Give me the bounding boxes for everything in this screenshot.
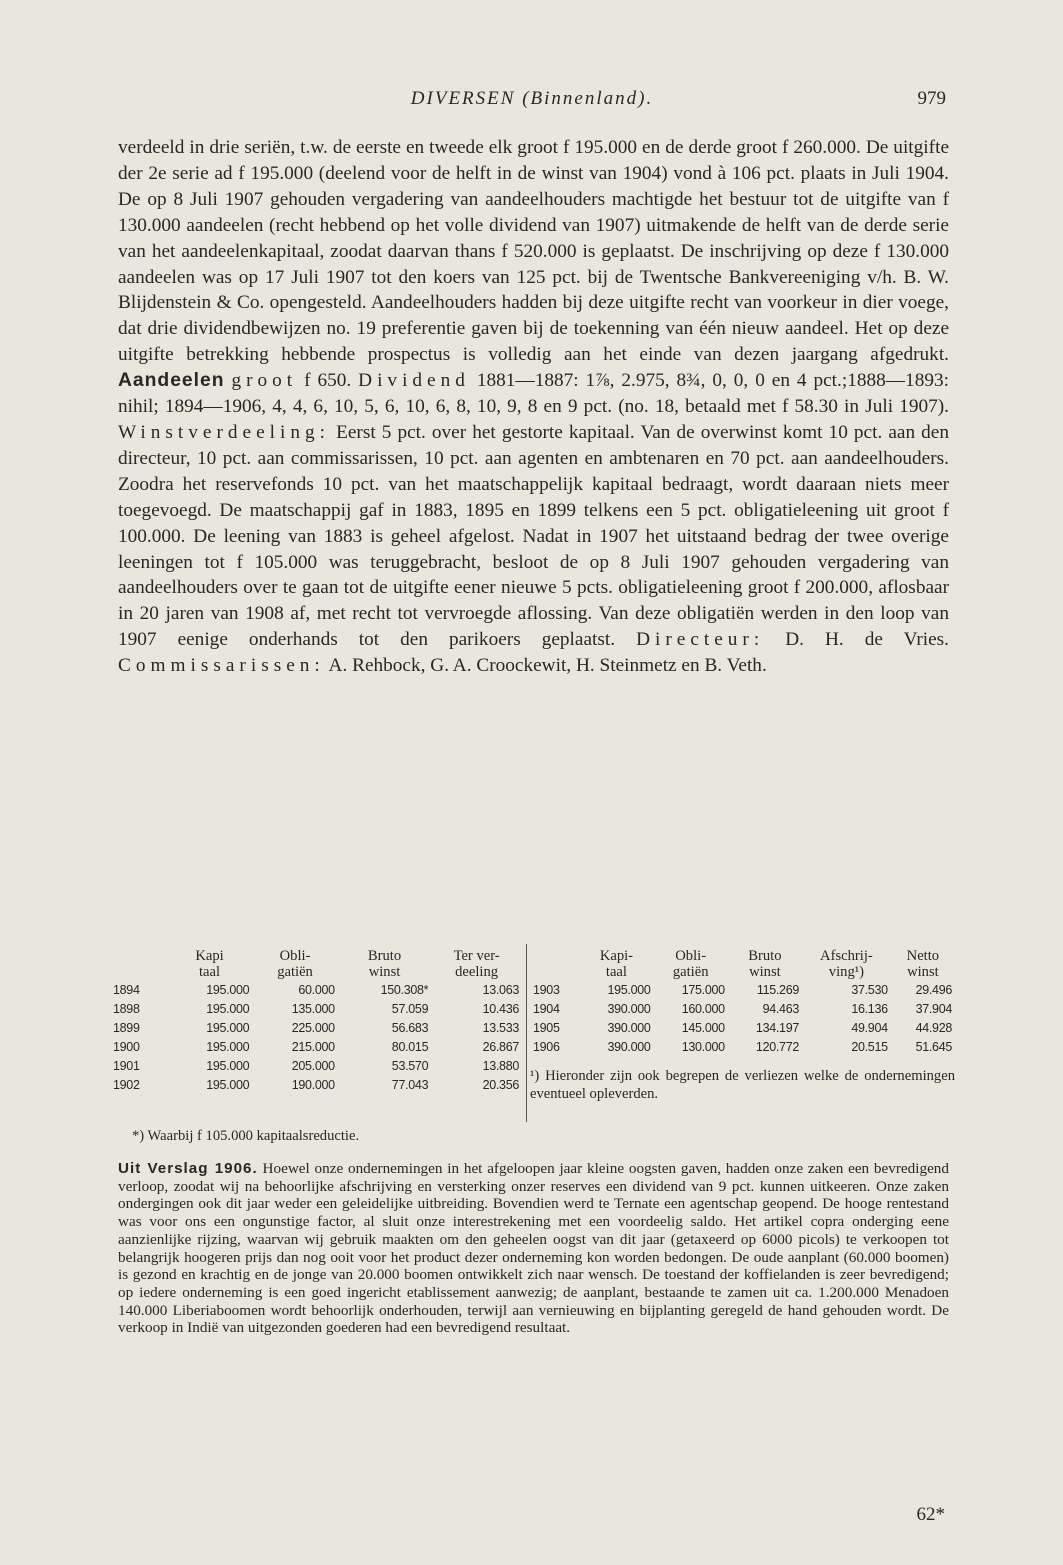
table-right-value-cell: 115.269 bbox=[756, 982, 800, 997]
running-title: DIVERSEN (Binnenland). bbox=[410, 88, 654, 109]
table-left-value-cell: 56.683 bbox=[391, 1020, 429, 1035]
table-right-row bbox=[530, 1037, 955, 1056]
aandeelen-label: Aandeelen bbox=[118, 370, 225, 392]
signature-mark: 62* bbox=[916, 1504, 945, 1525]
table-left-value-cell: 195.000 bbox=[206, 1001, 250, 1016]
table-right-header-cell: Netto winst bbox=[906, 948, 940, 980]
table-left-value-cell: 195.000 bbox=[206, 1020, 250, 1035]
column-divider bbox=[526, 944, 527, 1122]
table-left-value-cell: 195.000 bbox=[206, 982, 250, 997]
table-right-header-cell bbox=[530, 948, 579, 980]
table-left-value-cell: 225.000 bbox=[291, 1020, 335, 1035]
table-right-value-cell: 145.000 bbox=[681, 1020, 725, 1035]
table-right-year-cell: 1906 bbox=[533, 1039, 560, 1054]
table-left-value-cell: 80.015 bbox=[391, 1039, 429, 1054]
directeur-label: Directeur: bbox=[636, 629, 765, 651]
table-left-value-cell: 26.867 bbox=[482, 1039, 519, 1054]
table-right-row bbox=[530, 1018, 955, 1037]
page-number: 979 bbox=[917, 88, 946, 109]
report-heading: Uit Verslag 1906. bbox=[118, 1160, 258, 1177]
table-left-header-cell: Ter ver- deeling bbox=[453, 948, 500, 980]
body-paragraph bbox=[118, 135, 949, 679]
table-right-footnote: ¹) Hieronder zijn ook begrepen de verliezen welke de ondernemingen eventueel opleverden. bbox=[530, 1068, 955, 1102]
table-left-header-cell: Obli- gatiën bbox=[277, 948, 313, 980]
body-text-part: f 650. bbox=[304, 370, 352, 392]
table-right bbox=[530, 948, 955, 1056]
body-text-part: 1881—1887: 1⅞, 2.975, 8¾, 0, 0, 0 en 4 pct.;1888—1893: nihil; 1894—1906, 4, 4, 6, 10, 5, 6, 10, 6, 8, 10, 9, 8 en 9 pct. (no. 18, betaald met f 58.30 in Juli 1907). bbox=[118, 370, 949, 418]
table-left-value-cell: 195.000 bbox=[206, 1077, 250, 1092]
table-right-value-cell: 44.928 bbox=[915, 1020, 952, 1035]
table-right-value-cell: 51.645 bbox=[915, 1039, 952, 1054]
table-left-value-cell: 190.000 bbox=[291, 1077, 335, 1092]
table-right-value-cell: 390.000 bbox=[607, 1020, 651, 1035]
body-text-part: A. Rehbock, G. A. Croockewit, H. Steinmetz en B. Veth. bbox=[328, 655, 767, 677]
annual-report-excerpt bbox=[118, 1160, 949, 1337]
table-left-row bbox=[110, 980, 522, 999]
table-right-value-cell: 120.772 bbox=[755, 1039, 800, 1054]
table-left-row bbox=[110, 1056, 522, 1075]
table-right-header-cell: Kapi- taal bbox=[599, 948, 634, 980]
table-left-year-cell: 1899 bbox=[113, 1020, 140, 1035]
table-left-value-cell: 13.063 bbox=[482, 982, 519, 997]
table-right-value-cell: 175.000 bbox=[681, 982, 725, 997]
table-left-year-cell: 1900 bbox=[113, 1039, 140, 1054]
table-right-value-cell: 134.197 bbox=[755, 1020, 800, 1035]
table-left-value-cell: 205.000 bbox=[291, 1058, 335, 1073]
table-left-row bbox=[110, 1075, 522, 1094]
table-left-year-cell: 1902 bbox=[113, 1077, 140, 1092]
table-left-value-cell: 150.308* bbox=[380, 982, 429, 997]
table-left-value-cell: 215.000 bbox=[291, 1039, 335, 1054]
table-left-header-cell: Bruto winst bbox=[367, 948, 402, 980]
table-left-value-cell: 13.533 bbox=[482, 1020, 519, 1035]
table-left-row bbox=[110, 1018, 522, 1037]
report-text: Hoewel onze ondernemingen in het afgeloopen jaar kleine oogsten gaven, hadden onze zaken een bevredigend verloop, zoodat wij na behoorlijke afschrijving en versterking onzer reserves een dividend van 9 pct. kunnen uitkeeren. Onze zaken ondergingen ook dit jaar weder een geleidelijke uitbreiding. Bovendien werd te Ternate een agentschap geopend. De hooge rentestand was voor ons een ongunstige factor, al sluit onze interestrekening met een voordeelig saldo. Het artikel copra onderging eene aanzienlijke rijzing, waarvan wij gebruik maakten om den geheelen oogst van dit jaar (getaxeerd op 6000 picols) te verkoopen tot belangrijk hoogeren prijs dan nog ooit voor het product dezer onderneming kon worden bedongen. De oude aanplant (60.000 boomen) is gezond en krachtig en de jonge van 20.000 boomen ontwikkelt zich naar wensch. De toestand der koffielanden is zeer bevredigend; op iedere onderneming is een goed ingericht etablissement aanwezig; de aanplant, bestaande te zamen uit ca. 1.200.000 Menadoen 140.000 Liberiaboomen wordt behoorlijk onderhouden, terwijl aan vernieuwing en bijplanting geregeld de hand gehouden wordt. De verkoop in Indië van uitgezonden goederen had een bevredigend resultaat. bbox=[118, 1160, 949, 1337]
table-left-value-cell: 20.356 bbox=[482, 1077, 519, 1092]
table-left-value-cell: 60.000 bbox=[298, 982, 335, 997]
table-right-value-cell: 16.136 bbox=[851, 1001, 888, 1016]
table-right-header-cell: Bruto winst bbox=[748, 948, 782, 980]
table-left-value-cell: 77.043 bbox=[391, 1077, 429, 1092]
winstverdeeling-label: Winstverdeeling: bbox=[118, 421, 331, 443]
table-right-year-cell: 1904 bbox=[533, 1001, 560, 1016]
table-right-value-cell: 195.000 bbox=[607, 982, 651, 997]
table-right-row bbox=[530, 999, 955, 1018]
table-right-value-cell: 160.000 bbox=[681, 1001, 725, 1016]
page-header bbox=[118, 88, 946, 114]
table-left-header-cell bbox=[110, 948, 167, 980]
table-left-row bbox=[110, 999, 522, 1018]
table-left-value-cell: 13.880 bbox=[482, 1058, 519, 1073]
table-left-year-cell: 1901 bbox=[113, 1058, 140, 1073]
table-left-value-cell: 135.000 bbox=[291, 1001, 335, 1016]
table-left-wrapper bbox=[110, 948, 522, 1094]
body-text-part: D. H. de Vries. bbox=[785, 629, 950, 651]
table-left bbox=[110, 948, 522, 1094]
table-left-year-cell: 1898 bbox=[113, 1001, 140, 1016]
table-right-header-cell: Obli- gatiën bbox=[672, 948, 709, 980]
table-right-value-cell: 37.904 bbox=[915, 1001, 952, 1016]
table-right-value-cell: 29.496 bbox=[915, 982, 952, 997]
table-left-header-cell: Kapi taal bbox=[195, 948, 224, 980]
table-right-value-cell: 130.000 bbox=[681, 1039, 725, 1054]
table-right-row bbox=[530, 980, 955, 999]
table-left-year-cell: 1894 bbox=[113, 982, 140, 997]
table-right-year-cell: 1903 bbox=[533, 982, 560, 997]
table-left-row bbox=[110, 1037, 522, 1056]
body-text-part: Eerst 5 pct. over het gestorte kapitaal. Van de overwinst komt 10 pct. aan den directeur, 10 pct. aan commissarissen, 10 pct. aan agenten en ambtenaren en 70 pct. aan aandeelhouders. Zoodra het reservefonds 10 pct. van het maatschappelijk kapitaal bedraagt, wordt daaraan niets meer toegevoegd. De maatschappij gaf in 1883, 1895 en 1899 telkens een 5 pct. obligatieleening uit groot f 100.000. De leening van 1883 is geheel afgelost. Nadat in 1907 het uitstaand bedrag der twee overige leeningen tot f 105.000 was teruggebracht, besloot de op 8 Juli 1907 gehouden vergadering van aandeelhouders over te gaan tot de uitgifte eener nieuwe 5 pcts. obligatieleening groot f 200.000, aflosbaar in 20 jaren van 1908 af, met recht tot vervroegde aflossing. Van deze obligatiën werden in den loop van 1907 eenige onderhands tot den parikoers geplaatst. bbox=[118, 421, 949, 651]
table-left-value-cell: 195.000 bbox=[206, 1058, 250, 1073]
table-left-value-cell: 53.570 bbox=[391, 1058, 429, 1073]
financial-tables bbox=[110, 944, 955, 1154]
table-right-value-cell: 390.000 bbox=[607, 1039, 651, 1054]
table-right-wrapper bbox=[530, 948, 955, 1056]
table-right-value-cell: 49.904 bbox=[851, 1020, 888, 1035]
table-left-value-cell: 195.000 bbox=[206, 1039, 250, 1054]
table-right-header-cell: Afschrij- ving¹) bbox=[820, 948, 873, 980]
table-right-year-cell: 1905 bbox=[533, 1020, 560, 1035]
table-left-footnote: *) Waarbij f 105.000 kapitaalsreductie. bbox=[132, 1128, 360, 1144]
table-right-value-cell: 94.463 bbox=[762, 1001, 800, 1016]
table-right-value-cell: 37.530 bbox=[851, 982, 888, 997]
table-left-value-cell: 57.059 bbox=[391, 1001, 429, 1016]
table-right-value-cell: 20.515 bbox=[851, 1039, 888, 1054]
table-left-value-cell: 10.436 bbox=[482, 1001, 519, 1016]
body-text-part: verdeeld in drie seriën, t.w. de eerste en tweede elk groot f 195.000 en de derde groot f 260.000. De uitgifte der 2e serie ad f 195.000 (deelend voor de helft in de winst van 1904) vond à 106 pct. plaats in Juli 1904. De op 8 Juli 1907 gehouden vergadering van aandeelhouders machtigde het bestuur tot de uitgifte van f 130.000 aandeelen (recht hebbend op het volle dividend van 1907) uitmakende de helft van de derde serie van het aandeelenkapitaal, zoodat daarvan thans f 520.000 is geplaatst. De inschrijving op deze f 130.000 aandeelen was op 17 Juli 1907 tot den koers van 125 pct. bij de Twentsche Bankvereeniging v/h. B. W. Blijdenstein & Co. opengesteld. Aandeelhouders hadden bij deze uitgifte recht van voorkeur in dier voege, dat drie dividendbewijzen no. 19 preferentie gaven bij de toekenning van één nieuw aandeel. Het op deze uitgifte betrekking hebbende prospectus is volledig aan het einde van dezen jaargang afgedrukt. bbox=[118, 137, 949, 366]
table-right-value-cell: 390.000 bbox=[607, 1001, 651, 1016]
dividend-label: Dividend bbox=[358, 370, 470, 392]
groot-label: groot bbox=[231, 370, 298, 392]
commissarissen-label: Commissarissen: bbox=[118, 655, 325, 677]
